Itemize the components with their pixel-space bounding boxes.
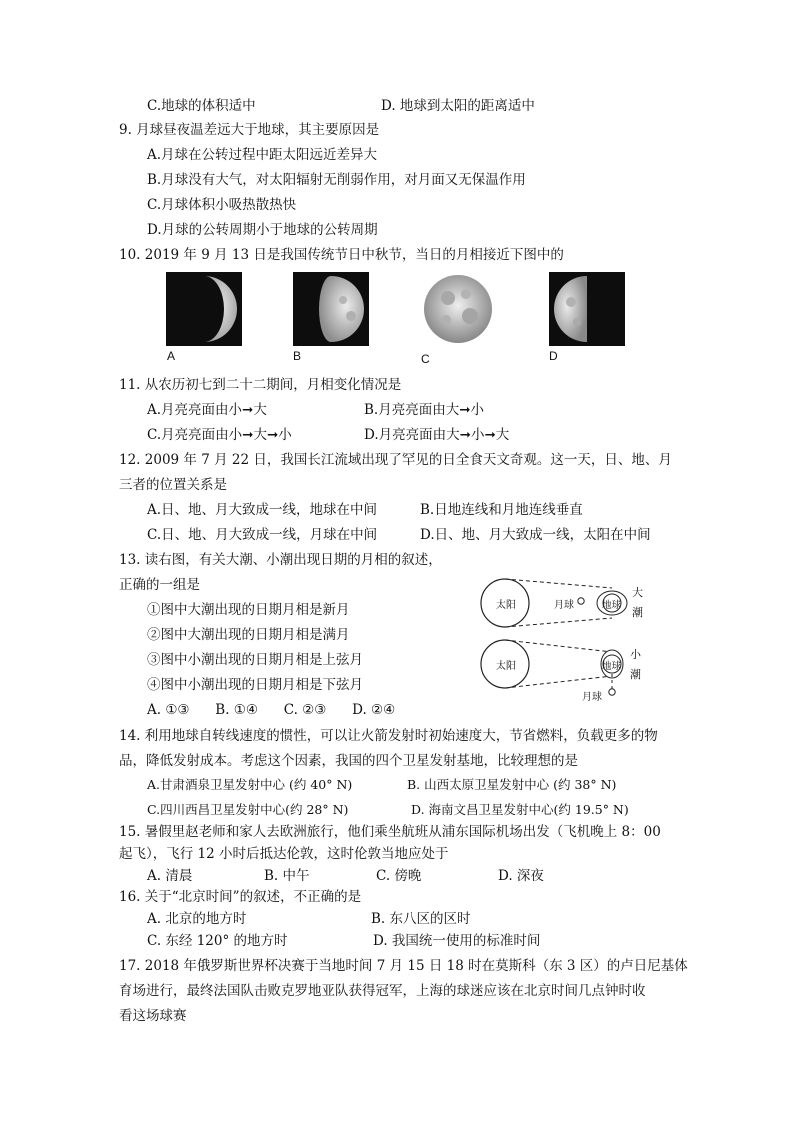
q12-stem-line2: 三者的位置关系是 bbox=[119, 477, 227, 493]
q11-option-b: B.月亮亮面由大➞小 bbox=[364, 402, 485, 418]
q12-option-b: B.日地连线和月地连线垂直 bbox=[420, 502, 583, 518]
q16-option-b: B. 东八区的区时 bbox=[371, 911, 471, 927]
waxing-gibbous-icon bbox=[293, 272, 369, 346]
q15-stem-line1: 15. 暑假里赵老师和家人去欧洲旅行，他们乘坐航班从浦东国际机场出发（飞机晚上 8：00 bbox=[119, 824, 661, 840]
q16-option-d: D. 我国统一使用的标准时间 bbox=[373, 933, 541, 949]
moon-label-a: A bbox=[167, 349, 176, 363]
last-quarter-moon-icon bbox=[549, 272, 625, 346]
q14-stem-line1: 14. 利用地球自转线速度的惯性，可以让火箭发射时初始速度大，节省燃料，负载更多的物 bbox=[119, 728, 658, 744]
q9-option-c: C.月球体积小吸热散热快 bbox=[147, 197, 297, 213]
q10-stem: 10. 2019 年 9 月 13 日是我国传统节日中秋节，当日的月相接近下图中的 bbox=[119, 247, 564, 263]
q14-option-a: A.甘肃酒泉卫星发射中心 (约 40° N) bbox=[147, 777, 353, 792]
q8-option-c: C.地球的体积适中 bbox=[147, 98, 256, 114]
q16-option-c: C. 东经 120° 的地方时 bbox=[147, 933, 288, 949]
q12-option-a: A.日、地、月大致成一线，地球在中间 bbox=[147, 502, 378, 518]
spring-tide-label-1: 大 bbox=[632, 586, 643, 599]
sun-label-top: 太阳 bbox=[496, 600, 516, 611]
q9-stem: 9. 月球昼夜温差远大于地球，其主要原因是 bbox=[119, 122, 380, 138]
q15-option-a: A. 清晨 bbox=[147, 868, 193, 884]
moon-label-d: D bbox=[549, 349, 558, 363]
q12-option-c: C.日、地、月大致成一线，月球在中间 bbox=[147, 527, 378, 543]
q17-stem-line1: 17. 2018 年俄罗斯世界杯决赛于当地时间 7 月 15 日 18 时在莫斯科（东 3 区）的卢日尼基体 bbox=[119, 958, 688, 974]
q11-option-c: C.月亮亮面由小➞大➞小 bbox=[147, 427, 292, 443]
sun-label-bottom: 太阳 bbox=[496, 661, 516, 672]
q13-statement-4: ④图中小潮出现的日期月相是下弦月 bbox=[147, 677, 363, 693]
q9-option-a: A.月球在公转过程中距太阳远近差异大 bbox=[147, 147, 378, 163]
q12-option-d: D.日、地、月大致成一线，太阳在中间 bbox=[420, 527, 651, 543]
q13-statement-2: ②图中大潮出现的日期月相是满月 bbox=[147, 627, 350, 643]
q15-option-b: B. 中午 bbox=[264, 868, 310, 884]
moon-label-c: C bbox=[421, 352, 430, 366]
q14-option-c: C.四川西昌卫星发射中心(约 28° N) bbox=[147, 802, 349, 817]
q12-stem-line1: 12. 2009 年 7 月 22 日，我国长江流域出现了罕见的日全食天文奇观。这一天，日、地、月 bbox=[119, 452, 672, 468]
q15-option-d: D. 深夜 bbox=[498, 868, 544, 884]
moon-circle-bottom bbox=[609, 689, 615, 695]
q13-statement-3: ③图中小潮出现的日期月相是上弦月 bbox=[147, 652, 363, 668]
q16-option-a: A. 北京的地方时 bbox=[147, 911, 247, 927]
earth-label-top: 地球 bbox=[602, 600, 622, 611]
q17-stem-line2: 育场进行，最终法国队击败克罗地亚队获得冠军，上海的球迷应该在北京时间几点钟时收 bbox=[119, 983, 646, 999]
moon-label-b: B bbox=[293, 349, 302, 363]
q15-stem-line2: 起飞），飞行 12 小时后抵达伦敦，这时伦敦当地应处于 bbox=[119, 846, 449, 862]
moon-phase-image-c bbox=[420, 272, 496, 346]
moon-label-top: 月球 bbox=[554, 600, 574, 611]
q17-stem-line3: 看这场球赛 bbox=[119, 1008, 187, 1024]
tide-diagram bbox=[478, 576, 678, 716]
q11-stem: 11. 从农历初七到二十二期间，月相变化情况是 bbox=[119, 377, 402, 393]
full-moon-icon bbox=[420, 272, 496, 346]
moon-phase-image-d bbox=[549, 272, 625, 346]
q13-stem-line1: 13. 读右图，有关大潮、小潮出现日期的月相的叙述， bbox=[119, 552, 442, 568]
q11-option-a: A.月亮亮面由小➞大 bbox=[147, 402, 267, 418]
q8-option-d: D. 地球到太阳的距离适中 bbox=[381, 98, 535, 114]
q14-option-d: D. 海南文昌卫星发射中心(约 19.5° N) bbox=[411, 802, 629, 817]
neap-tide-label-2: 潮 bbox=[630, 668, 641, 681]
moon-label-bottom: 月球 bbox=[582, 692, 602, 703]
q11-option-d: D.月亮亮面由大➞小➞大 bbox=[364, 427, 510, 443]
q16-stem: 16. 关于“北京时间”的叙述，不正确的是 bbox=[119, 889, 362, 905]
moon-phase-image-b bbox=[293, 272, 369, 346]
q9-option-d: D.月球的公转周期小于地球的公转周期 bbox=[147, 222, 378, 238]
q9-option-b: B.月球没有大气，对太阳辐射无削弱作用，对月面又无保温作用 bbox=[147, 172, 526, 188]
q13-statement-1: ①图中大潮出现的日期月相是新月 bbox=[147, 602, 350, 618]
moon-circle-top bbox=[578, 598, 584, 604]
q13-stem-line2: 正确的一组是 bbox=[119, 577, 200, 593]
earth-label-bottom: 地球 bbox=[602, 661, 622, 672]
q15-option-c: C. 傍晚 bbox=[376, 868, 422, 884]
q14-stem-line2: 品，降低发射成本。考虑这个因素，我国的四个卫星发射基地，比较理想的是 bbox=[119, 753, 578, 769]
q14-option-b: B. 山西太原卫星发射中心 (约 38° N) bbox=[407, 777, 617, 792]
waxing-crescent-icon bbox=[166, 272, 242, 346]
spring-tide-label-2: 潮 bbox=[632, 606, 643, 619]
neap-tide-label-1: 小 bbox=[630, 648, 641, 661]
q13-options: A. ①③ B. ①④ C. ②③ D. ②④ bbox=[147, 702, 396, 718]
moon-phase-image-a bbox=[166, 272, 242, 346]
